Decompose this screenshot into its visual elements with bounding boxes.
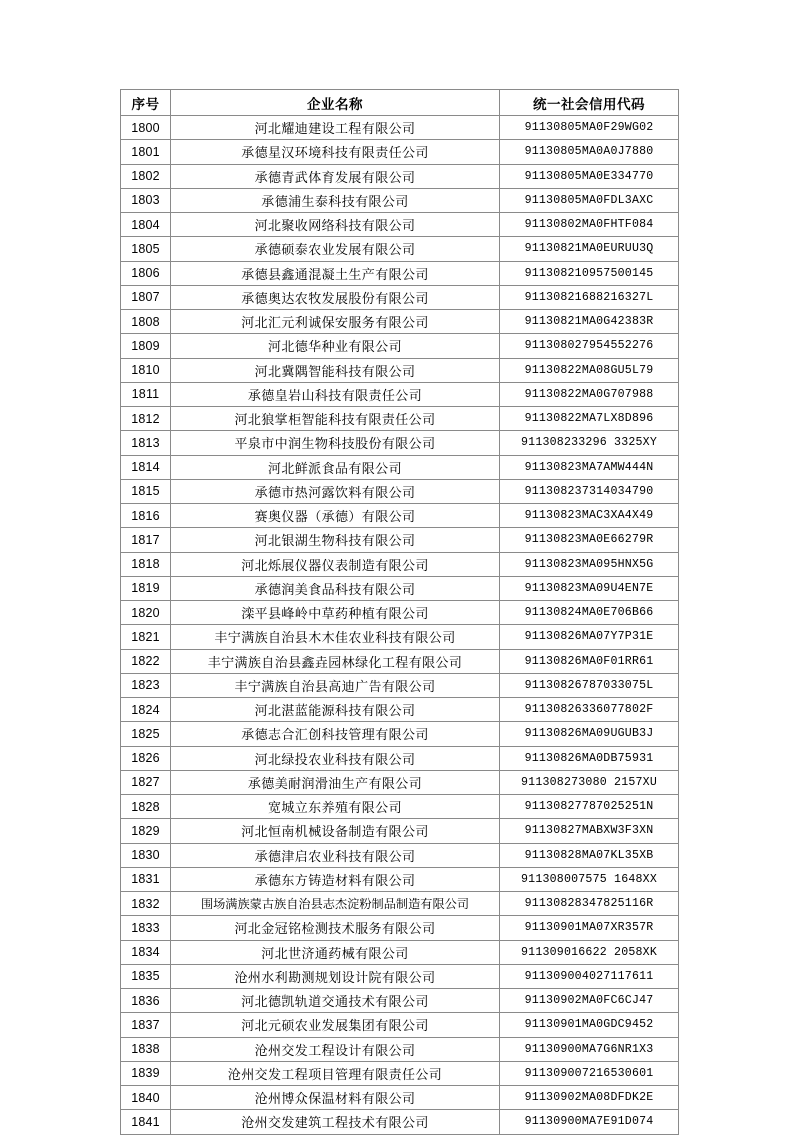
cell-sequence: 1830: [121, 843, 171, 867]
cell-credit-code: 91130821MA0G42383R: [500, 310, 679, 334]
cell-credit-code: 91130828347825116R: [500, 892, 679, 916]
cell-enterprise-name: 沧州交发工程设计有限公司: [171, 1037, 500, 1061]
cell-enterprise-name: 河北世济通药械有限公司: [171, 940, 500, 964]
cell-credit-code: 91130802MA0FHTF084: [500, 213, 679, 237]
cell-enterprise-name: 沧州水利勘测规划设计院有限公司: [171, 964, 500, 988]
cell-sequence: 1800: [121, 116, 171, 140]
cell-enterprise-name: 承德硕泰农业发展有限公司: [171, 237, 500, 261]
cell-sequence: 1813: [121, 431, 171, 455]
cell-credit-code: 91130823MA0E66279R: [500, 528, 679, 552]
cell-enterprise-name: 承德星汉环境科技有限责任公司: [171, 140, 500, 164]
table-row: [121, 382, 679, 406]
table-row: [121, 213, 679, 237]
cell-sequence: 1807: [121, 285, 171, 309]
cell-sequence: 1819: [121, 576, 171, 600]
cell-sequence: 1812: [121, 407, 171, 431]
cell-credit-code: 91130827MABXW3F3XN: [500, 819, 679, 843]
table-row: [121, 892, 679, 916]
table-row: [121, 140, 679, 164]
table-row: [121, 164, 679, 188]
cell-credit-code: 91130823MA095HNX5G: [500, 552, 679, 576]
cell-credit-code: 911309007216530601: [500, 1061, 679, 1085]
table-row: [121, 601, 679, 625]
table-header: [121, 90, 679, 116]
cell-sequence: 1814: [121, 455, 171, 479]
cell-credit-code: 91130822MA08GU5L79: [500, 358, 679, 382]
table-row: [121, 552, 679, 576]
cell-credit-code: 91130826787033075L: [500, 673, 679, 697]
cell-credit-code: 91130901MA0GDC9452: [500, 1013, 679, 1037]
cell-credit-code: 91130900MA7G6NR1X3: [500, 1037, 679, 1061]
cell-credit-code: 91130826MA07Y7P31E: [500, 625, 679, 649]
cell-enterprise-name: 承德津启农业科技有限公司: [171, 843, 500, 867]
table-row: [121, 649, 679, 673]
cell-enterprise-name: 河北湛蓝能源科技有限公司: [171, 698, 500, 722]
cell-enterprise-name: 河北德凯轨道交通技术有限公司: [171, 989, 500, 1013]
column-header-enterprise-name: 企业名称: [171, 90, 500, 116]
cell-credit-code: 91130826MA09UGUB3J: [500, 722, 679, 746]
cell-enterprise-name: 承德皇岩山科技有限责任公司: [171, 382, 500, 406]
cell-enterprise-name: 承德润美食品科技有限公司: [171, 576, 500, 600]
table-row: [121, 940, 679, 964]
cell-sequence: 1837: [121, 1013, 171, 1037]
cell-credit-code: 91130824MA0E706B66: [500, 601, 679, 625]
cell-sequence: 1825: [121, 722, 171, 746]
enterprise-registry-table: [120, 89, 679, 1135]
table-row: [121, 625, 679, 649]
table-row: [121, 285, 679, 309]
cell-enterprise-name: 围场满族蒙古族自治县志杰淀粉制品制造有限公司: [171, 892, 500, 916]
cell-sequence: 1808: [121, 310, 171, 334]
table-row: [121, 964, 679, 988]
table-row: [121, 479, 679, 503]
cell-credit-code: 91130826336077802F: [500, 698, 679, 722]
cell-enterprise-name: 河北元硕农业发展集团有限公司: [171, 1013, 500, 1037]
cell-enterprise-name: 沧州交发工程项目管理有限责任公司: [171, 1061, 500, 1085]
table-row: [121, 770, 679, 794]
table-row: [121, 673, 679, 697]
cell-sequence: 1840: [121, 1086, 171, 1110]
cell-sequence: 1809: [121, 334, 171, 358]
cell-sequence: 1836: [121, 989, 171, 1013]
cell-credit-code: 91130823MAC3XA4X49: [500, 504, 679, 528]
cell-credit-code: 91130826MA0F01RR61: [500, 649, 679, 673]
table-row: [121, 989, 679, 1013]
cell-credit-code: 911308233296 3325XY: [500, 431, 679, 455]
cell-enterprise-name: 河北冀隅智能科技有限公司: [171, 358, 500, 382]
cell-sequence: 1817: [121, 528, 171, 552]
cell-credit-code: 91130805MA0E334770: [500, 164, 679, 188]
cell-enterprise-name: 河北聚收网络科技有限公司: [171, 213, 500, 237]
cell-credit-code: 911308210957500145: [500, 261, 679, 285]
cell-credit-code: 91130828MA07KL35XB: [500, 843, 679, 867]
cell-credit-code: 91130805MA0F29WG02: [500, 116, 679, 140]
cell-sequence: 1821: [121, 625, 171, 649]
table-row: [121, 261, 679, 285]
table-row: [121, 1061, 679, 1085]
cell-enterprise-name: 河北恒南机械设备制造有限公司: [171, 819, 500, 843]
cell-credit-code: 91130822MA7LX8D896: [500, 407, 679, 431]
cell-enterprise-name: 河北德华种业有限公司: [171, 334, 500, 358]
cell-sequence: 1841: [121, 1110, 171, 1134]
cell-credit-code: 91130823MA7AMW444N: [500, 455, 679, 479]
cell-credit-code: 911309004027117611: [500, 964, 679, 988]
cell-enterprise-name: 河北狼掌柜智能科技有限责任公司: [171, 407, 500, 431]
cell-sequence: 1810: [121, 358, 171, 382]
registry-table-container: [120, 89, 678, 1135]
table-row: [121, 843, 679, 867]
cell-credit-code: 911308237314034790: [500, 479, 679, 503]
cell-credit-code: 91130821688216327L: [500, 285, 679, 309]
cell-enterprise-name: 河北耀迪建设工程有限公司: [171, 116, 500, 140]
cell-sequence: 1822: [121, 649, 171, 673]
table-row: [121, 116, 679, 140]
cell-enterprise-name: 河北烁展仪器仪表制造有限公司: [171, 552, 500, 576]
cell-sequence: 1835: [121, 964, 171, 988]
cell-credit-code: 91130821MA0EURUU3Q: [500, 237, 679, 261]
cell-credit-code: 91130902MA0FC6CJ47: [500, 989, 679, 1013]
cell-sequence: 1833: [121, 916, 171, 940]
table-row: [121, 867, 679, 891]
cell-enterprise-name: 丰宁满族自治县高迪广告有限公司: [171, 673, 500, 697]
table-row: [121, 576, 679, 600]
cell-sequence: 1803: [121, 188, 171, 212]
table-header-row: [121, 90, 679, 116]
cell-enterprise-name: 河北汇元利诚保安服务有限公司: [171, 310, 500, 334]
cell-sequence: 1802: [121, 164, 171, 188]
cell-enterprise-name: 承德浦生泰科技有限公司: [171, 188, 500, 212]
table-row: [121, 819, 679, 843]
cell-enterprise-name: 丰宁满族自治县木木佳农业科技有限公司: [171, 625, 500, 649]
cell-sequence: 1827: [121, 770, 171, 794]
cell-enterprise-name: 承德美耐润滑油生产有限公司: [171, 770, 500, 794]
table-row: [121, 795, 679, 819]
table-row: [121, 431, 679, 455]
cell-sequence: 1828: [121, 795, 171, 819]
cell-sequence: 1823: [121, 673, 171, 697]
cell-credit-code: 91130901MA07XR357R: [500, 916, 679, 940]
cell-credit-code: 91130805MA0A0J7880: [500, 140, 679, 164]
cell-credit-code: 911308027954552276: [500, 334, 679, 358]
table-row: [121, 1086, 679, 1110]
cell-enterprise-name: 沧州博众保温材料有限公司: [171, 1086, 500, 1110]
table-row: [121, 334, 679, 358]
cell-enterprise-name: 河北银湖生物科技有限公司: [171, 528, 500, 552]
cell-enterprise-name: 河北绿投农业科技有限公司: [171, 746, 500, 770]
cell-credit-code: 91130805MA0FDL3AXC: [500, 188, 679, 212]
table-row: [121, 358, 679, 382]
cell-sequence: 1832: [121, 892, 171, 916]
cell-sequence: 1826: [121, 746, 171, 770]
table-row: [121, 1037, 679, 1061]
cell-credit-code: 91130826MA0DB75931: [500, 746, 679, 770]
column-header-sequence: 序号: [121, 90, 171, 116]
cell-credit-code: 911309016622 2058XK: [500, 940, 679, 964]
cell-sequence: 1824: [121, 698, 171, 722]
table-row: [121, 407, 679, 431]
cell-enterprise-name: 宽城立东养殖有限公司: [171, 795, 500, 819]
cell-credit-code: 91130900MA7E91D074: [500, 1110, 679, 1134]
cell-credit-code: 91130827787025251N: [500, 795, 679, 819]
cell-sequence: 1816: [121, 504, 171, 528]
cell-enterprise-name: 承德志合汇创科技管理有限公司: [171, 722, 500, 746]
cell-sequence: 1801: [121, 140, 171, 164]
table-body: [121, 116, 679, 1135]
cell-sequence: 1811: [121, 382, 171, 406]
cell-sequence: 1806: [121, 261, 171, 285]
table-row: [121, 455, 679, 479]
cell-credit-code: 911308273080 2157XU: [500, 770, 679, 794]
table-row: [121, 504, 679, 528]
cell-enterprise-name: 沧州交发建筑工程技术有限公司: [171, 1110, 500, 1134]
cell-sequence: 1815: [121, 479, 171, 503]
cell-enterprise-name: 河北鲜派食品有限公司: [171, 455, 500, 479]
cell-enterprise-name: 承德青武体育发展有限公司: [171, 164, 500, 188]
table-row: [121, 188, 679, 212]
table-row: [121, 722, 679, 746]
cell-sequence: 1838: [121, 1037, 171, 1061]
cell-credit-code: 91130822MA0G707988: [500, 382, 679, 406]
cell-sequence: 1820: [121, 601, 171, 625]
cell-enterprise-name: 承德县鑫通混凝土生产有限公司: [171, 261, 500, 285]
table-row: [121, 310, 679, 334]
table-row: [121, 237, 679, 261]
cell-sequence: 1834: [121, 940, 171, 964]
cell-enterprise-name: 承德东方铸造材料有限公司: [171, 867, 500, 891]
cell-sequence: 1839: [121, 1061, 171, 1085]
cell-sequence: 1804: [121, 213, 171, 237]
table-row: [121, 746, 679, 770]
cell-enterprise-name: 丰宁满族自治县鑫垚园林绿化工程有限公司: [171, 649, 500, 673]
cell-enterprise-name: 赛奥仪器（承德）有限公司: [171, 504, 500, 528]
table-row: [121, 1013, 679, 1037]
column-header-credit-code: 统一社会信用代码: [500, 90, 679, 116]
cell-credit-code: 91130902MA08DFDK2E: [500, 1086, 679, 1110]
cell-sequence: 1831: [121, 867, 171, 891]
cell-sequence: 1829: [121, 819, 171, 843]
cell-enterprise-name: 承德奥达农牧发展股份有限公司: [171, 285, 500, 309]
cell-credit-code: 91130823MA09U4EN7E: [500, 576, 679, 600]
cell-enterprise-name: 承德市热河露饮料有限公司: [171, 479, 500, 503]
cell-enterprise-name: 滦平县峰岭中草药种植有限公司: [171, 601, 500, 625]
cell-enterprise-name: 平泉市中润生物科技股份有限公司: [171, 431, 500, 455]
table-row: [121, 698, 679, 722]
cell-enterprise-name: 河北金冠铭检测技术服务有限公司: [171, 916, 500, 940]
table-row: [121, 528, 679, 552]
cell-sequence: 1818: [121, 552, 171, 576]
cell-credit-code: 911308007575 1648XX: [500, 867, 679, 891]
table-row: [121, 916, 679, 940]
cell-sequence: 1805: [121, 237, 171, 261]
